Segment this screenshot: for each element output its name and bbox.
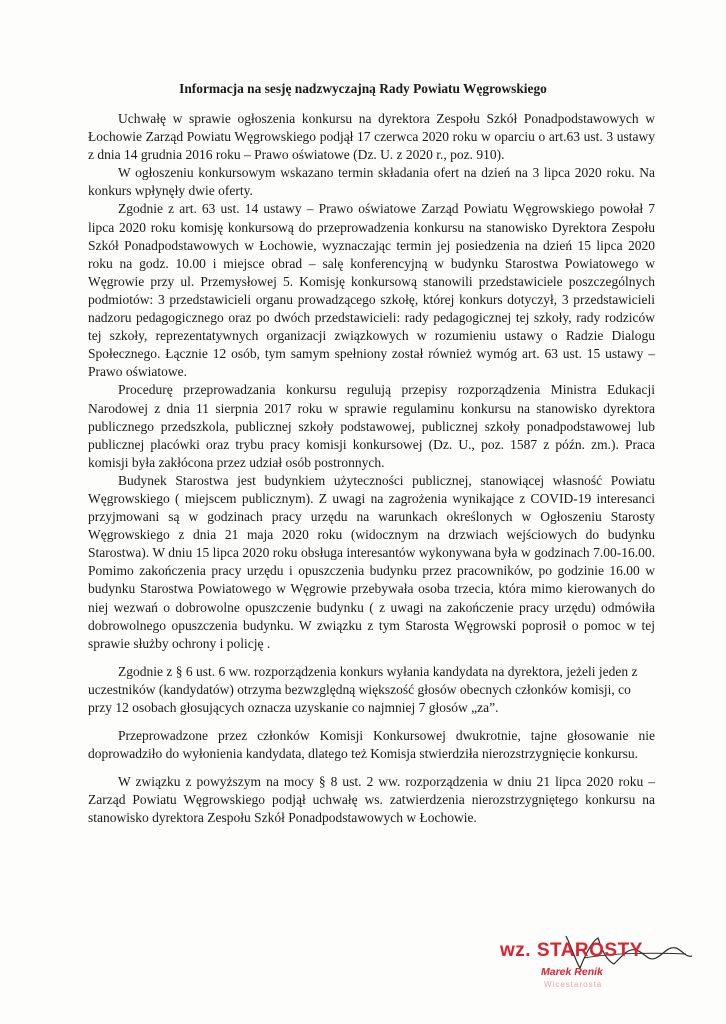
paragraph-3: Zgodnie z art. 63 ust. 14 ustawy – Prawo oświatowe Zarząd Powiatu Węgrowskiego powołał 7 lipca 2020 roku komisję konkursową do przeprowadzenia konkursu na stanowisko Dyrektora Zespołu Szkół Ponadpodstawowych w Łochowie, wyznaczając termin jej posiedzenia na dzień 15 lipca 2020 roku na godz. 10.00 i miejsce obrad – salę konferencyjną w budynku Starostwa Powiatowego w Węgrowie przy ul. Przemysłowej 5. Komisję konkursową stanowili przedstawiciele poszczególnych podmiotów: 3 przedstawicieli organu prowadzącego szkołę, której konkurs dotyczył, 3 przedstawicieli nadzoru pedagogicznego oraz po dwóch przedstawicieli: rady pedagogicznej tej szkoły, rady rodziców tej szkoły, reprezentatywnych organizacji związkowych w rozumieniu ustawy o Radzie Dialogu Społecznego. Łącznie 12 osób, tym samym spełniony został również wymóg art. 63 ust. 15 ustawy – Prawo oświatowe. xyxy=(88,201,655,380)
stamp-role: Wicestarosta xyxy=(544,980,603,989)
paragraph-2: W ogłoszeniu konkursowym wskazano termin składania ofert na dzień na 3 lipca 2020 roku. Na konkurs wpłynęły dwie oferty. xyxy=(88,165,655,199)
stamp-main-text: wz. STAROSTY xyxy=(500,940,643,961)
paragraph-1: Uchwałę w sprawie ogłoszenia konkursu na dyrektora Zespołu Szkół Ponadpodstawowych w Łochowie Zarząd Powiatu Węgrowskiego podjął 17 czerwca 2020 roku w oparciu o art.63 ust. 3 ustawy z dnia 14 grudnia 2016 roku – Prawo oświatowe (Dz. U. z 2020 r., poz. 910). xyxy=(88,111,655,163)
paragraph-7: Przeprowadzone przez członków Komisji Konkursowej dwukrotnie, tajne głosowanie nie doprowadziło do wyłonienia kandydata, dlatego też Komisja stwierdziła nierozstrzygnięcie konkursu. xyxy=(88,728,655,762)
paragraph-6: Zgodnie z § 6 ust. 6 ww. rozporządzenia konkurs wyłania kandydata na dyrektora, jeżeli jeden z uczestników (kandydatów) otrzyma bezwzględną większość głosów obecnych członków komisji, co przy 12 osobach głosujących oznacza uzyskanie co najmniej 7 głosów „za”. xyxy=(88,663,638,715)
paragraph-5: Budynek Starostwa jest budynkiem użyteczności publicznej, stanowiącej własność Powiatu Węgrowskiego ( miejscem publicznym). Z uwagi na zagrożenia wynikające z COVID-19 interesanci przyjmowani są w godzinach pracy urzędu na warunkach określonych w Ogłoszeniu Starosty Węgrowskiego z dnia 21 maja 2020 roku (widocznym na drzwiach wejściowych do budynku Starostwa). W dniu 15 lipca 2020 roku obsługa interesantów wykonywana była w godzinach 7.00-16.00. Pomimo zakończenia pracy urzędu i opuszczenia budynku przez pracowników, po godzinie 16.00 w budynku Starostwa Powiatowego w Węgrowie przebywała osoba trzecia, która mimo kierowanych do niej wezwań o dobrowolne opuszczenie budynku ( z uwagi na zakończenie pracy urzędu) odmówiła dobrowolnego opuszczenia budynku. W związku z tym Starosta Węgrowski poprosił o pomoc w tej sprawie służby ochrony i policję . xyxy=(88,472,655,651)
paragraph-4: Procedurę przeprowadzania konkursu regulują przepisy rozporządzenia Ministra Edukacji Narodowej z dnia 11 sierpnia 2017 roku w sprawie regulaminu konkursu na stanowisko dyrektora publicznego przedszkola, publicznej szkoły podstawowej, publicznej szkoły ponadpodstawowej lub publicznej placówki oraz trybu pracy komisji konkursowej (Dz. U., poz. 1587 z późn. zm.). Praca komisji była zakłócona przez udział osób postronnych. xyxy=(88,382,655,470)
paragraph-8: W związku z powyższym na mocy § 8 ust. 2 ww. rozporządzenia w dniu 21 lipca 2020 roku – Zarząd Powiatu Węgrowskiego podjął uchwałę ws. zatwierdzenia nierozstrzygniętego konkursu na stanowisko dyrektora Zespołu Szkół Ponadpodstawowych w Łochowie. xyxy=(88,774,655,826)
signature-stamp xyxy=(496,928,706,1008)
document-title: Informacja na sesję nadzwyczajną Rady Powiatu Węgrowskiego xyxy=(179,81,547,96)
stamp-name: Marek Renik xyxy=(541,966,603,978)
document-body xyxy=(88,110,655,828)
